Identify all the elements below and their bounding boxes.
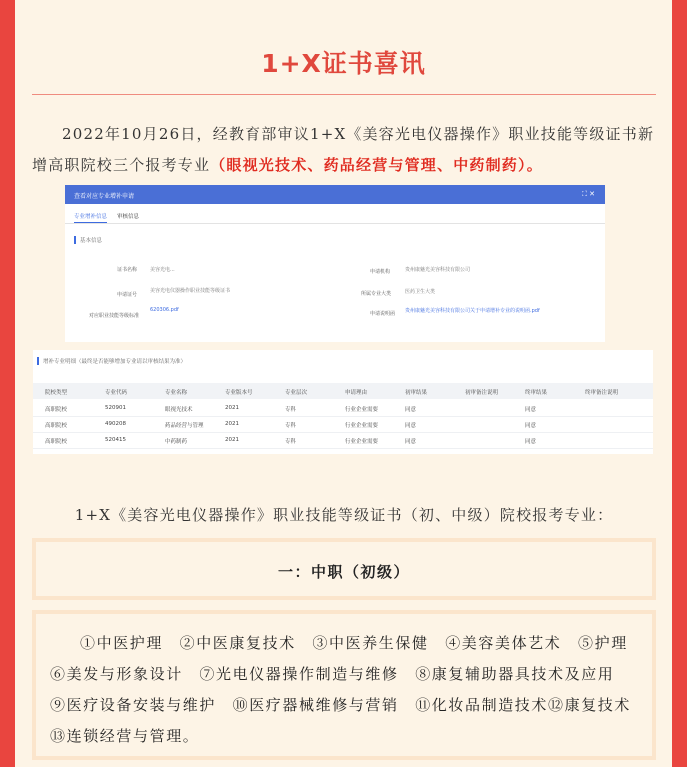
column-header: 终审备注说明 xyxy=(585,390,619,396)
table-cell: 同意 xyxy=(525,407,537,413)
table-cell: 高职院校 xyxy=(45,407,68,413)
standard-file-link[interactable]: 620306.pdf xyxy=(150,307,179,313)
window-titlebar xyxy=(65,185,605,204)
subheading: 1+X《美容光电仪器操作》职业技能等级证书（初、中级）院校报考专业： xyxy=(74,506,614,524)
intro-paragraph xyxy=(32,119,656,181)
window-title: 查看对应专业增补申请 xyxy=(74,193,135,200)
table-cell: 同意 xyxy=(525,423,537,429)
table-cell: 行业企业需要 xyxy=(345,407,379,413)
table-cell: 同意 xyxy=(405,407,417,413)
table-cell: 同意 xyxy=(405,439,417,445)
supplement-table xyxy=(33,350,653,454)
screenshot-tabs xyxy=(65,209,605,224)
table-cell: 药品经营与管理 xyxy=(165,423,204,429)
table-row xyxy=(33,416,653,433)
intro-text: 2022年10月26日，经教育部审议1+X《美容光电仪器操作》职业技能等级证书新增高职院校三个报考专业 xyxy=(32,125,655,174)
column-header: 终审结果 xyxy=(525,390,548,396)
article-card xyxy=(15,0,672,767)
table-cell: 520901 xyxy=(105,405,126,411)
field-value: 美容光电仪器操作职业技能等级证书 xyxy=(150,288,231,294)
table-cell: 2021 xyxy=(225,405,239,411)
tab-major-info[interactable]: 专业增补信息 xyxy=(74,212,107,223)
column-header: 初审备注说明 xyxy=(465,390,499,396)
field-label: 所属专业大类 xyxy=(361,291,392,297)
basic-info-section: 基本信息 xyxy=(74,236,102,244)
table-cell: 专科 xyxy=(285,423,297,429)
table-cell: 行业企业需要 xyxy=(345,439,379,445)
table-header xyxy=(33,383,653,399)
table-cell: 行业企业需要 xyxy=(345,423,379,429)
intro-highlight: （眼视光技术、药品经营与管理、中药制药）。 xyxy=(210,156,543,174)
explanation-file-link[interactable]: 贵州康魅光美容科技有限公司关于申请增补专业的说明函.pdf xyxy=(405,308,540,314)
column-header: 专业版本号 xyxy=(225,390,253,396)
table-row xyxy=(33,432,653,449)
table-cell: 2021 xyxy=(225,421,239,427)
table-row xyxy=(33,400,653,417)
table-cell: 中药制药 xyxy=(165,439,188,445)
field-value: 医药卫生大类 xyxy=(405,289,436,295)
table-cell: 专科 xyxy=(285,439,297,445)
level-heading-box xyxy=(32,538,656,600)
table-cell: 同意 xyxy=(405,423,417,429)
column-header: 院校类型 xyxy=(45,390,68,396)
article-title: 1+X证书喜讯 xyxy=(261,49,426,78)
field-value: 贵州康魅光美容科技有限公司 xyxy=(405,267,471,273)
level-heading: 一：中职（初级） xyxy=(277,563,410,581)
table-cell: 眼视光技术 xyxy=(165,407,193,413)
tab-review-info[interactable]: 审核信息 xyxy=(117,214,140,220)
field-value: 美容光电... xyxy=(150,267,175,273)
majors-list: ①中医护理 ②中医康复技术 ③中医养生保健 ④美容美体艺术 ⑤护理 ⑥美发与形象设计 ⑦光电仪器操作制造与维修 ⑧康复辅助器具技术及应用 ⑨医疗设备安装与维护 ⑩医疗器械维修与营销 ⑪化妆品制造技术⑫康复技术⑬连锁经营与管理。 xyxy=(50,634,645,745)
table-cell: 490208 xyxy=(105,421,126,427)
table-caption: 增补专业明细（最终是否能够增加专业请以审核结果为准） xyxy=(37,357,186,365)
title-divider xyxy=(32,94,656,95)
table-cell: 专科 xyxy=(285,407,297,413)
table-cell: 520415 xyxy=(105,437,126,443)
field-label: 证书名称 xyxy=(117,267,138,273)
application-screenshot xyxy=(65,185,605,342)
majors-box xyxy=(32,610,656,760)
table-cell: 2021 xyxy=(225,437,239,443)
column-header: 专业代码 xyxy=(105,390,128,396)
column-header: 申请理由 xyxy=(345,390,368,396)
field-label: 申请证号 xyxy=(117,292,138,298)
field-label: 对应职业技能等级标准 xyxy=(89,313,140,319)
expand-close-icon[interactable]: ⛶ ✕ xyxy=(582,190,595,198)
table-cell: 高职院校 xyxy=(45,423,68,429)
column-header: 专业层次 xyxy=(285,390,308,396)
table-cell: 同意 xyxy=(525,439,537,445)
table-cell: 高职院校 xyxy=(45,439,68,445)
field-label: 申请机构 xyxy=(370,269,391,275)
column-header: 专业名称 xyxy=(165,390,188,396)
field-label: 申请说明函 xyxy=(370,311,396,317)
column-header: 初审结果 xyxy=(405,390,428,396)
